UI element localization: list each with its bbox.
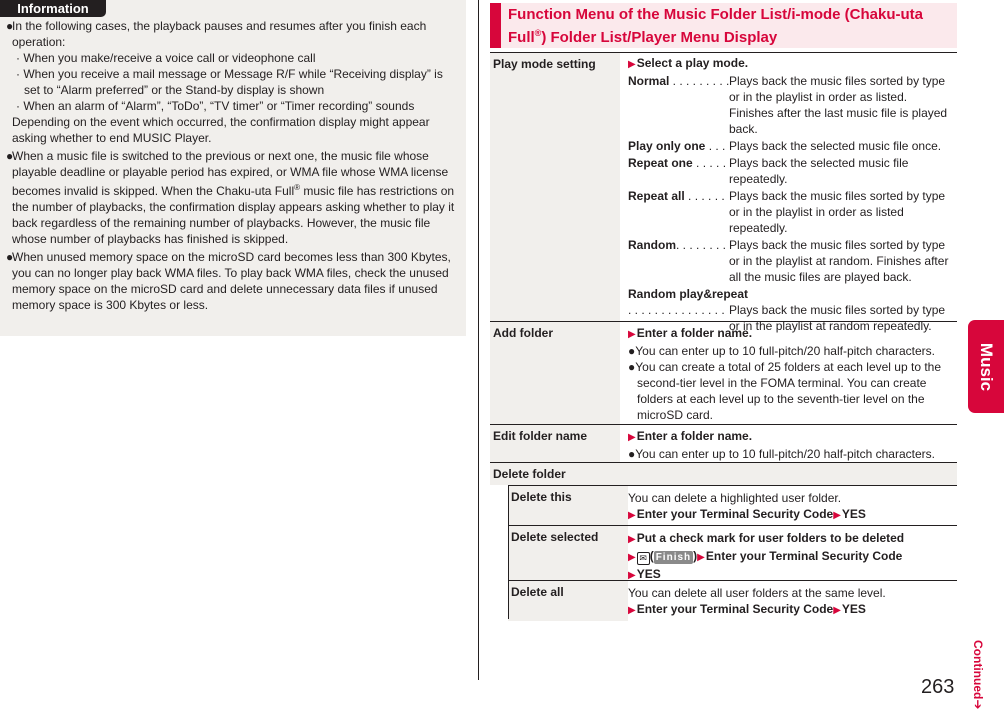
edit-folder-content: ▶Enter a folder name. ●You can enter up to 10 full-pitch/20 half-pitch characters. [628,429,935,461]
mode-repeat-one: Repeat one . . . . . Plays back the selected music file repeatedly. [628,156,909,186]
label-edit-folder: Edit folder name [490,425,620,463]
delete-this-content: You can delete a highlighted user folder. ▶Enter your Terminal Security Code▶YES [628,491,866,521]
label-add-folder: Add folder [490,322,620,425]
information-text [6,18,462,313]
arrow-right-icon: ▶ [697,552,705,563]
chapter-tab-music: Music [968,320,1004,413]
mode-random: Random. . . . . . . . Plays back the music files sorted by type or in the playlist at random. Finishes after all the music files are played back. [628,238,949,284]
info-sub-item: · When an alarm of “Alarm”, “ToDo”, “TV timer” or “Timer recording” sounds [16,99,415,113]
arrow-right-icon: ▶ [628,570,636,581]
information-tab: Information [0,0,106,17]
info-sub-item: · When you make/receive a voice call or videophone call [16,51,316,65]
arrow-right-icon: ▶ [628,329,636,340]
mode-normal: Normal . . . . . . . . . Plays back the music files sorted by type or in the playlist in order as listed. Finishes after the last music file is played back. [628,74,948,136]
add-folder-content: ▶Enter a folder name. ●You can enter up to 10 full-pitch/20 half-pitch characters. ●You can create a total of 25 folders at each level up to the second-tier level in the FOMA terminal. You can create folders at each level up to the seventh-tier level on the microSD card. [628,326,942,422]
info-bullet-3: ●When unused memory space on the microSD card becomes less than 300 Kbytes, you can no longer play back WMA files. To play back WMA files, check the unused memory space on the microSD card and delete unnecessary data files if unused memory space is 300 Kbytes or less. [6,250,451,312]
label-play-mode: Play mode setting [490,53,620,322]
label-delete-selected: Delete selected [508,526,628,581]
delete-group-line [508,485,509,619]
arrow-right-icon: ▶ [833,605,841,616]
label-delete-this: Delete this [508,486,628,526]
row-delete-folder [490,462,957,620]
info-bullet-2: ●When a music file is switched to the previous or next one, the music file whose playable deadline or playable period has expired, or WMA file whose WMA license becomes invalid is skipped. When the Chaku-uta Full® music file has restrictions on the number of playbacks, the confirmation display appears asking whether to play it back regardless of the remaining number of playbacks. However, the music file whose number of playbacks has finished is skipped. [6,149,455,246]
arrow-right-icon: ▶ [628,59,636,70]
information-box [0,0,466,336]
delete-all-content: You can delete all user folders at the same level. ▶Enter your Terminal Security Code▶YES [628,586,886,616]
arrow-right-icon: ▶ [628,534,636,545]
mail-key-icon: ✉ [637,552,650,565]
info-bullet-1: ●In the following cases, the playback pauses and resumes after you finish each operation: [6,19,427,49]
play-mode-content [628,55,956,334]
finish-softkey: Finish [655,552,692,563]
label-delete-folder: Delete folder [493,467,566,481]
mode-random-repeat: . . . . . . . . . . . . . . . Plays back the music files sorted by type or in the playlist at random repeatedly. [628,303,946,333]
info-sub-item: · When you receive a mail message or Message R/F while “Receiving display” is set to “Alarm preferred” or the Stand-by display is shown [16,67,443,97]
arrow-right-icon: ▶ [628,552,636,563]
mode-random-repeat-name: Random play&repeat [628,287,749,301]
continued-label: Continued➔ [971,640,985,709]
arrow-right-icon: ▶ [833,510,841,521]
row-edit-folder [490,424,957,463]
arrow-right-icon: ▶ [628,432,636,443]
row-add-folder [490,321,957,425]
row-delete-this [508,485,957,526]
label-delete-all: Delete all [508,581,628,621]
section-heading [490,3,957,48]
column-divider [478,0,479,680]
arrow-right-icon: ▶ [628,510,636,521]
play-mode-action: ▶Select a play mode. [628,56,749,70]
mode-repeat-all: Repeat all . . . . . . Plays back the music files sorted by type or in the playlist in order as listed repeatedly. [628,189,946,235]
row-delete-all [508,580,957,621]
heading-title: Function Menu of the Music Folder List/i-mode (Chaku-uta Full®) Folder List/Player Menu Display [508,6,923,46]
page-number: 263 [921,676,955,698]
delete-selected-content: ▶Put a check mark for user folders to be deleted ▶ ✉ ( Finish )▶Enter your Terminal Security Code ▶YES [628,531,905,581]
row-delete-selected [508,525,957,581]
arrow-right-icon: ▶ [628,605,636,616]
heading-accent-bar [490,3,501,48]
mode-play-only-one: Play only one . . . Plays back the selected music file once. [628,139,942,153]
arrow-right-icon: ➔ [971,699,985,709]
info-note: Depending on the event which occurred, the confirmation display might appear asking whether to end MUSIC Player. [12,115,430,145]
